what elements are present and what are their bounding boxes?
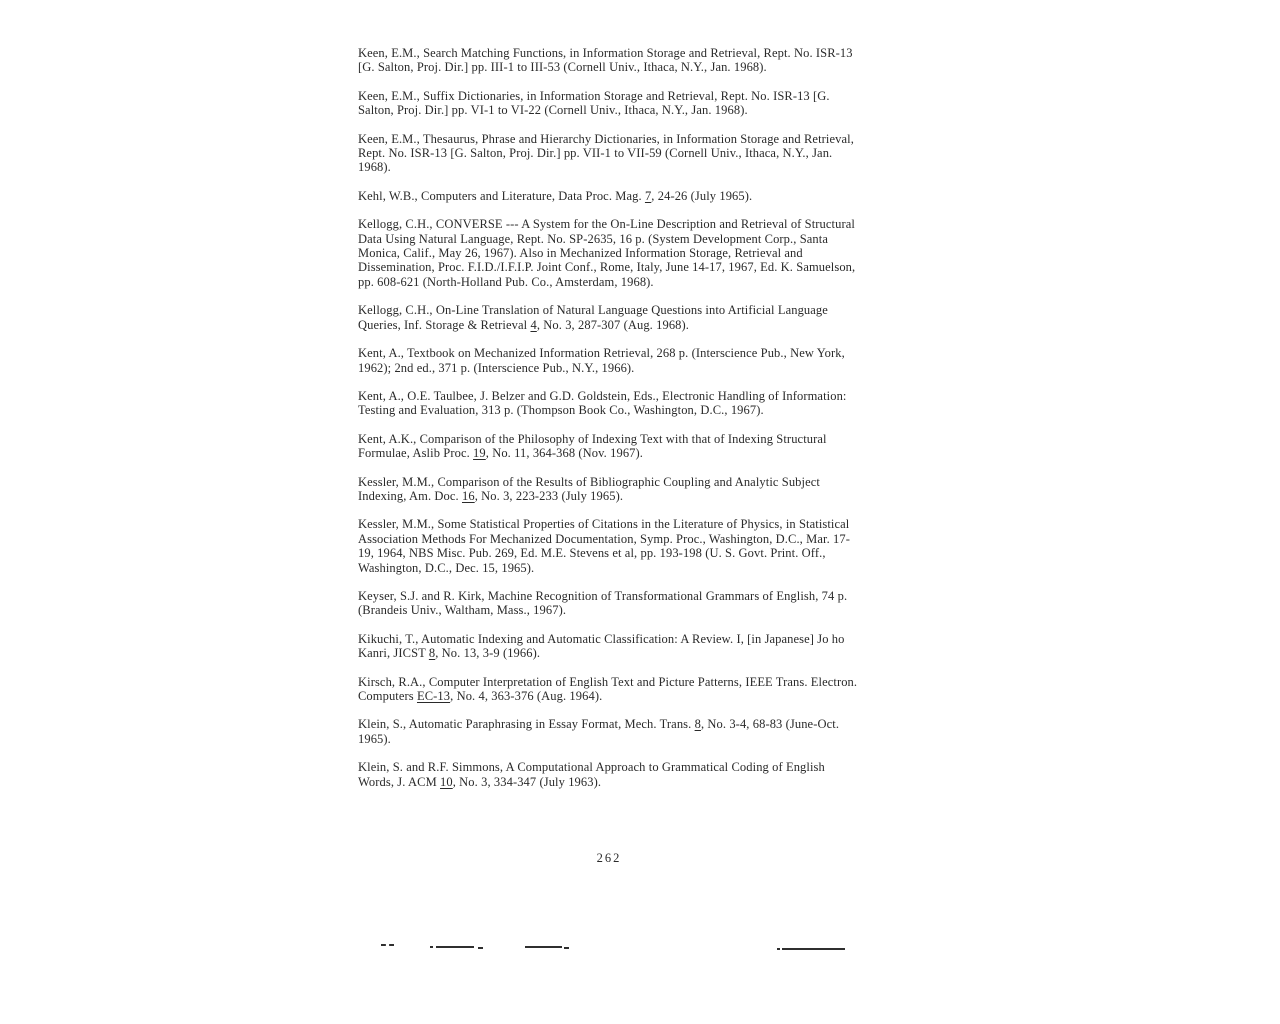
reference-entry: Kent, A., O.E. Taulbee, J. Belzer and G.D. Goldstein, Eds., Electronic Handling of Information: Testing and Evaluation, 313 p. (Thompson Book Co., Washington, D.C., 1967). — [358, 388, 847, 418]
underlined-volume-number: 16 — [461, 488, 475, 503]
reference-entry: Kent, A.K., Comparison of the Philosophy of Indexing Text with that of Indexing Structural Formulae, Aslib Proc. 19, No. 11, 364-368 (Nov. 1967). — [358, 431, 827, 461]
reference-entry: Kellogg, C.H., CONVERSE --- A System for the On-Line Description and Retrieval of Structural Data Using Natural Language, Rept. No. SP-2635, 16 p. (System Development Corp., Santa Monica, Calif., May 26, 1967). Also in Mechanized Information Storage, Retrieval and Dissemination, Proc. F.I.D./I.F.I.P. Joint Conf., Rome, Italy, June 14-17, 1967, Ed. K. Samuelson, pp. 608-621 (North-Holland Pub. Co., Amsterdam, 1968). — [358, 217, 856, 289]
reference-list — [358, 46, 860, 803]
underlined-volume-number: 10 — [440, 774, 453, 789]
reference-entry: Klein, S., Automatic Paraphrasing in Essay Format, Mech. Trans. 8, No. 3-4, 68-83 (June-Oct. 1965). — [358, 717, 840, 746]
reference-entry: Keyser, S.J. and R. Kirk, Machine Recognition of Transformational Grammars of English, 74 p. (Brandeis Univ., Waltham, Mass., 1967). — [358, 588, 848, 618]
underlined-volume-number: 8 — [428, 646, 436, 661]
page-number: 262 — [596, 851, 622, 865]
underlined-volume-number: EC-13 — [416, 689, 451, 703]
reference-entry: Kellogg, C.H., On-Line Translation of Natural Language Questions into Artificial Language Queries, Inf. Storage & Retrieval 4, No. 3, 287-307 (Aug. 1968). — [358, 303, 828, 332]
underlined-volume-number: 4 — [530, 317, 537, 332]
reference-entry: Kikuchi, T., Automatic Indexing and Automatic Classification: A Review. I, [in Japanese] Jo ho Kanri, JICST 8, No. 13, 3-9 (1966). — [358, 631, 845, 661]
scan-artifact-mark — [782, 948, 845, 950]
scan-artifact-mark — [381, 944, 394, 946]
reference-entry: Kessler, M.M., Some Statistical Properties of Citations in the Literature of Physics, in Statistical Association Methods For Mechanized Documentation, Symp. Proc., Washington, D.C., Mar. 17-19, 1964, NBS Misc. Pub. 269, Ed. M.E. Stevens et al, pp. 193-198 (U. S. Govt. Print. Off., Washington, D.C., Dec. 15, 1965). — [358, 517, 850, 575]
scan-artifact-mark — [777, 948, 780, 950]
reference-entry: Keen, E.M., Search Matching Functions, in Information Storage and Retrieval, Rept. No. ISR-13 [G. Salton, Proj. Dir.] pp. III-1 to III-53 (Cornell Univ., Ithaca, N.Y., Jan. 1968). — [358, 46, 853, 75]
scan-artifact-mark — [436, 946, 474, 948]
reference-entry: Kirsch, R.A., Computer Interpretation of English Text and Picture Patterns, IEEE Trans. Electron. Computers EC-13, No. 4, 363-376 (Aug. 1964). — [358, 674, 858, 703]
reference-entry: Keen, E.M., Suffix Dictionaries, in Information Storage and Retrieval, Rept. No. ISR-13 [G. Salton, Proj. Dir.] pp. VI-1 to VI-22 (Cornell Univ., Ithaca, N.Y., Jan. 1968). — [358, 88, 830, 118]
scan-artifact-mark — [525, 946, 562, 948]
underlined-volume-number: 8 — [694, 717, 701, 732]
underlined-volume-number: 7 — [644, 188, 652, 203]
reference-entry: Keen, E.M., Thesaurus, Phrase and Hierarchy Dictionaries, in Information Storage and Retrieval, Rept. No. ISR-13 [G. Salton, Proj. Dir.] pp. VII-1 to VII-59 (Cornell Univ., Ithaca, N.Y., Jan. 1968). — [358, 131, 854, 175]
reference-entry: Kent, A., Textbook on Mechanized Information Retrieval, 268 p. (Interscience Pub., New York, 1962); 2nd ed., 371 p. (Interscience Pub., N.Y., 1966). — [358, 346, 845, 375]
underlined-volume-number: 19 — [473, 446, 486, 461]
scan-artifact-mark — [564, 947, 569, 949]
reference-entry: Kehl, W.B., Computers and Literature, Data Proc. Mag. 7, 24-26 (July 1965). — [358, 188, 753, 203]
scan-artifact-mark — [430, 946, 433, 948]
reference-entry: Kessler, M.M., Comparison of the Results of Bibliographic Coupling and Analytic Subject Indexing, Am. Doc. 16, No. 3, 223-233 (July 1965). — [358, 474, 820, 503]
reference-entry: Klein, S. and R.F. Simmons, A Computational Approach to Grammatical Coding of English Words, J. ACM 10, No. 3, 334-347 (July 1963). — [358, 760, 825, 789]
scan-artifact-mark — [478, 947, 483, 949]
